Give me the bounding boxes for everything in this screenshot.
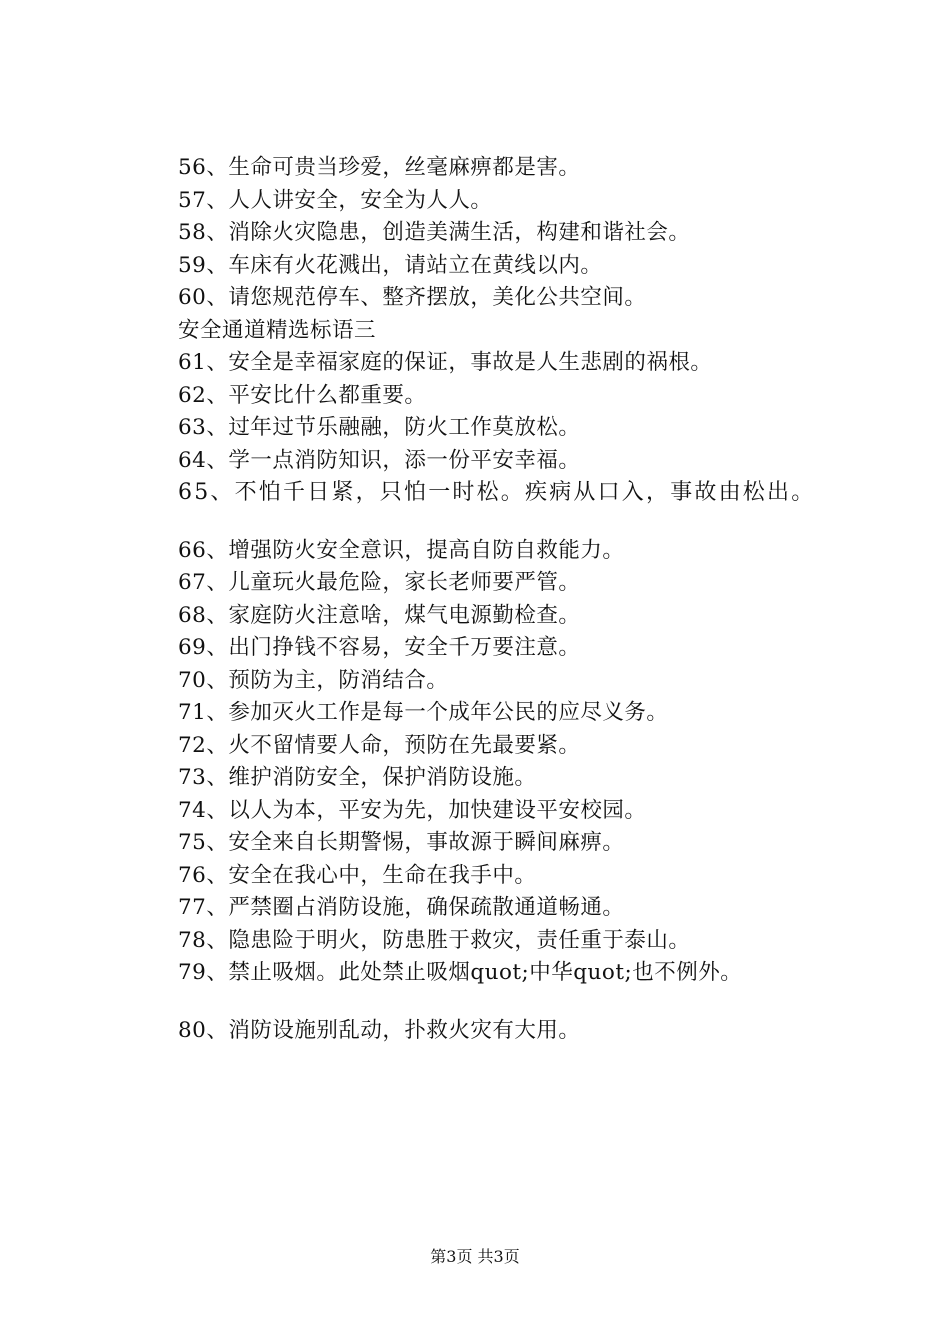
- list-item: 57、人人讲安全，安全为人人。: [178, 187, 493, 213]
- section-heading: 安全通道精选标语三: [178, 317, 377, 343]
- list-item: 70、预防为主，防消结合。: [178, 667, 449, 693]
- slogan-list: [178, 152, 918, 1047]
- list-item: 56、生命可贵当珍爱，丝毫麻痹都是害。: [178, 155, 581, 180]
- paragraph-gap: [178, 510, 918, 535]
- list-item: 75、安全来自长期警惕，事故源于瞬间麻痹。: [178, 830, 625, 855]
- list-item: 80、消防设施别乱动，扑救火灾有大用。: [178, 1017, 581, 1043]
- page-footer: 第3页 共3页: [430, 1247, 520, 1266]
- list-item: 60、请您规范停车、整齐摆放，美化公共空间。: [178, 285, 647, 310]
- list-item: 63、过年过节乐融融，防火工作莫放松。: [178, 415, 581, 440]
- list-item: 61、安全是幸福家庭的保证，事故是人生悲剧的祸根。: [178, 350, 713, 375]
- list-item: 62、平安比什么都重要。: [178, 382, 427, 408]
- list-item: 76、安全在我心中，生命在我手中。: [178, 862, 537, 888]
- list-item: 79、禁止吸烟。此处禁止吸烟quot;中华quot;也不例外。: [178, 960, 743, 985]
- list-item: 78、隐患险于明火，防患胜于救灾，责任重于泰山。: [178, 927, 691, 953]
- list-item: 68、家庭防火注意啥，煤气电源勤检查。: [178, 602, 581, 628]
- list-item: 69、出门挣钱不容易，安全千万要注意。: [178, 635, 581, 660]
- list-item: 65、不怕千日紧，只怕一时松。疾病从口入，事故由松出。: [178, 480, 816, 505]
- list-item: 73、维护消防安全，保护消防设施。: [178, 765, 537, 790]
- list-item: 66、增强防火安全意识，提高自防自救能力。: [178, 537, 625, 563]
- list-item: 67、儿童玩火最危险，家长老师要严管。: [178, 570, 581, 595]
- paragraph-gap: [178, 990, 918, 1015]
- list-item: 64、学一点消防知识，添一份平安幸福。: [178, 447, 581, 473]
- list-item: 74、以人为本，平安为先，加快建设平安校园。: [178, 797, 647, 823]
- list-item: 77、严禁圈占消防设施，确保疏散通道畅通。: [178, 895, 625, 920]
- list-item: 59、车床有火花溅出，请站立在黄线以内。: [178, 252, 603, 278]
- list-item: 71、参加灭火工作是每一个成年公民的应尽义务。: [178, 700, 669, 725]
- list-item: 58、消除火灾隐患，创造美满生活，构建和谐社会。: [178, 220, 691, 245]
- list-item: 72、火不留情要人命，预防在先最要紧。: [178, 732, 581, 758]
